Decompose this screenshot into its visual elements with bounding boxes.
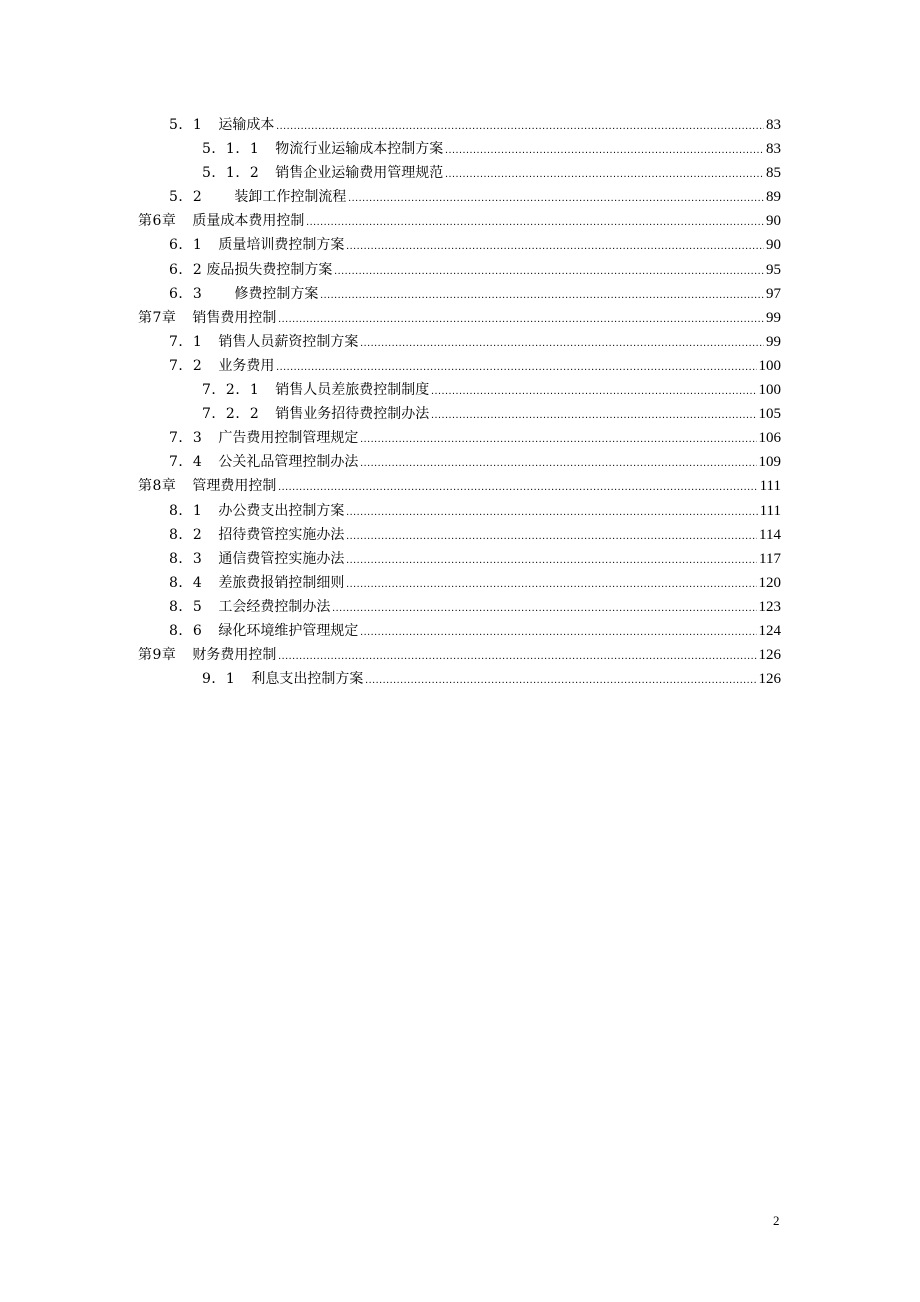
table-of-contents — [138, 113, 781, 691]
toc-entry-title: 差旅费报销控制细则 — [218, 574, 345, 591]
toc-leader-dots — [346, 525, 757, 549]
toc-entry-8-5[interactable] — [138, 595, 781, 619]
toc-entry-number: 9．1 — [202, 671, 236, 688]
toc-entry-number: 8．3 — [169, 550, 203, 567]
toc-entry-page: 124 — [758, 622, 781, 639]
toc-entry-page: 117 — [759, 550, 781, 567]
toc-entry-page: 126 — [758, 647, 781, 664]
toc-entry-6-2[interactable] — [138, 258, 781, 282]
toc-entry-page: 126 — [758, 671, 781, 688]
toc-leader-dots — [278, 476, 757, 500]
toc-leader-dots — [360, 428, 756, 452]
toc-entry-number: 第9章 — [138, 647, 177, 664]
toc-entry-title: 废品损失费控制方案 — [206, 261, 333, 278]
toc-entry-8-2[interactable] — [138, 523, 781, 547]
toc-entry-number: 7．2 — [169, 357, 203, 374]
toc-entry-number: 8．6 — [169, 622, 203, 639]
toc-entry-title: 质量成本费用控制 — [192, 213, 305, 230]
toc-entry-page: 123 — [758, 598, 781, 615]
toc-entry-7-1[interactable] — [138, 330, 781, 354]
toc-entry-title: 招待费管控实施办法 — [218, 526, 345, 543]
toc-entry-page: 83 — [766, 117, 781, 133]
toc-entry-title: 销售人员薪资控制方案 — [218, 333, 359, 350]
toc-entry-title: 利息支出控制方案 — [251, 671, 364, 688]
toc-leader-dots — [276, 356, 756, 380]
toc-entry-chapter-8[interactable] — [138, 474, 781, 498]
toc-entry-title: 物流行业运输成本控制方案 — [275, 141, 444, 158]
toc-entry-number: 7．2．2 — [202, 406, 260, 423]
toc-entry-title: 业务费用 — [218, 357, 275, 374]
toc-entry-title: 销售业务招待费控制办法 — [275, 406, 430, 423]
toc-entry-7-2-2[interactable] — [138, 402, 781, 426]
toc-leader-dots — [360, 452, 756, 476]
toc-entry-title: 通信费管控实施办法 — [218, 550, 345, 567]
toc-entry-page: 89 — [766, 189, 781, 206]
toc-entry-page: 100 — [758, 382, 781, 399]
toc-entry-7-2[interactable] — [138, 354, 781, 378]
toc-leader-dots — [332, 597, 756, 621]
toc-entry-title: 修费控制方案 — [234, 285, 319, 302]
toc-entry-number: 6．1 — [169, 237, 203, 254]
toc-leader-dots — [346, 501, 757, 525]
toc-entry-number: 5．1 — [169, 117, 203, 133]
toc-entry-page: 106 — [758, 430, 781, 447]
toc-entry-number: 第6章 — [138, 213, 177, 230]
toc-leader-dots — [365, 669, 756, 693]
toc-entry-chapter-9[interactable] — [138, 643, 781, 667]
toc-entry-title: 财务费用控制 — [192, 647, 277, 664]
toc-entry-6-3[interactable] — [138, 282, 781, 306]
toc-entry-8-4[interactable] — [138, 571, 781, 595]
toc-entry-page: 105 — [758, 406, 781, 423]
toc-entry-title: 销售费用控制 — [192, 309, 277, 326]
toc-leader-dots — [360, 621, 756, 645]
toc-entry-page: 97 — [766, 285, 781, 302]
toc-entry-page: 99 — [766, 333, 781, 350]
toc-entry-number: 5．1．2 — [202, 165, 260, 182]
toc-entry-page: 114 — [759, 526, 781, 543]
toc-entry-number: 8．5 — [169, 598, 203, 615]
toc-entry-title: 销售人员差旅费控制制度 — [275, 382, 430, 399]
toc-entry-page: 90 — [766, 213, 781, 230]
toc-entry-chapter-6[interactable] — [138, 209, 781, 233]
toc-entry-5-2[interactable] — [138, 185, 781, 209]
toc-entry-number: 7．3 — [169, 430, 203, 447]
toc-leader-dots — [431, 404, 756, 428]
toc-entry-page: 109 — [758, 454, 781, 471]
toc-leader-dots — [278, 308, 764, 332]
toc-leader-dots — [445, 139, 764, 163]
toc-entry-title: 管理费用控制 — [192, 478, 277, 495]
toc-leader-dots — [360, 332, 764, 356]
toc-entry-page: 100 — [758, 357, 781, 374]
toc-entry-8-6[interactable] — [138, 619, 781, 643]
toc-leader-dots — [346, 573, 756, 597]
toc-entry-title: 工会经费控制办法 — [218, 598, 331, 615]
toc-entry-number: 5．2 — [169, 189, 203, 206]
toc-leader-dots — [346, 235, 764, 259]
toc-entry-number: 6．2 — [169, 261, 203, 278]
toc-entry-number: 7．1 — [169, 333, 203, 350]
toc-leader-dots — [306, 211, 764, 235]
toc-entry-title: 绿化环境维护管理规定 — [218, 622, 359, 639]
toc-entry-page: 95 — [766, 261, 781, 278]
toc-entry-title: 公关礼品管理控制办法 — [218, 454, 359, 471]
toc-entry-8-3[interactable] — [138, 547, 781, 571]
toc-entry-number: 8．1 — [169, 502, 203, 519]
toc-entry-5-1[interactable] — [138, 113, 781, 137]
toc-entry-8-1[interactable] — [138, 499, 781, 523]
toc-leader-dots — [431, 380, 756, 404]
toc-entry-title: 办公费支出控制方案 — [218, 502, 345, 519]
toc-entry-page: 111 — [759, 478, 781, 495]
toc-entry-page: 120 — [758, 574, 781, 591]
toc-entry-6-1[interactable] — [138, 233, 781, 257]
toc-entry-page: 85 — [766, 165, 781, 182]
toc-entry-number: 8．2 — [169, 526, 203, 543]
page-number: 2 — [773, 1213, 780, 1228]
toc-entry-title: 广告费用控制管理规定 — [218, 430, 359, 447]
toc-entry-chapter-7[interactable] — [138, 306, 781, 330]
toc-leader-dots — [320, 284, 764, 308]
toc-entry-number: 7．2．1 — [202, 382, 260, 399]
toc-entry-number: 6．3 — [169, 285, 203, 302]
toc-entry-7-3[interactable] — [138, 426, 781, 450]
toc-entry-7-2-1[interactable] — [138, 378, 781, 402]
toc-entry-7-4[interactable] — [138, 450, 781, 474]
toc-leader-dots — [346, 549, 757, 573]
toc-leader-dots — [334, 260, 764, 284]
toc-entry-9-1[interactable] — [138, 667, 781, 691]
toc-entry-title: 销售企业运输费用管理规范 — [275, 165, 444, 182]
toc-entry-title: 质量培训费控制方案 — [218, 237, 345, 254]
toc-entry-page: 99 — [766, 309, 781, 326]
toc-entry-5-1-2[interactable] — [138, 161, 781, 185]
toc-entry-title: 装卸工作控制流程 — [234, 189, 347, 206]
toc-entry-page: 90 — [766, 237, 781, 254]
toc-entry-5-1-1[interactable] — [138, 137, 781, 161]
toc-entry-number: 第7章 — [138, 309, 177, 326]
toc-entry-page: 111 — [759, 502, 781, 519]
toc-entry-number: 7．4 — [169, 454, 203, 471]
toc-entry-number: 5．1．1 — [202, 141, 260, 158]
toc-leader-dots — [278, 645, 756, 669]
toc-leader-dots — [348, 187, 764, 211]
toc-leader-dots — [445, 163, 764, 187]
toc-leader-dots — [276, 115, 764, 139]
toc-entry-number: 8．4 — [169, 574, 203, 591]
toc-entry-title: 运输成本 — [218, 117, 275, 133]
toc-entry-page: 83 — [766, 141, 781, 158]
toc-entry-number: 第8章 — [138, 478, 177, 495]
